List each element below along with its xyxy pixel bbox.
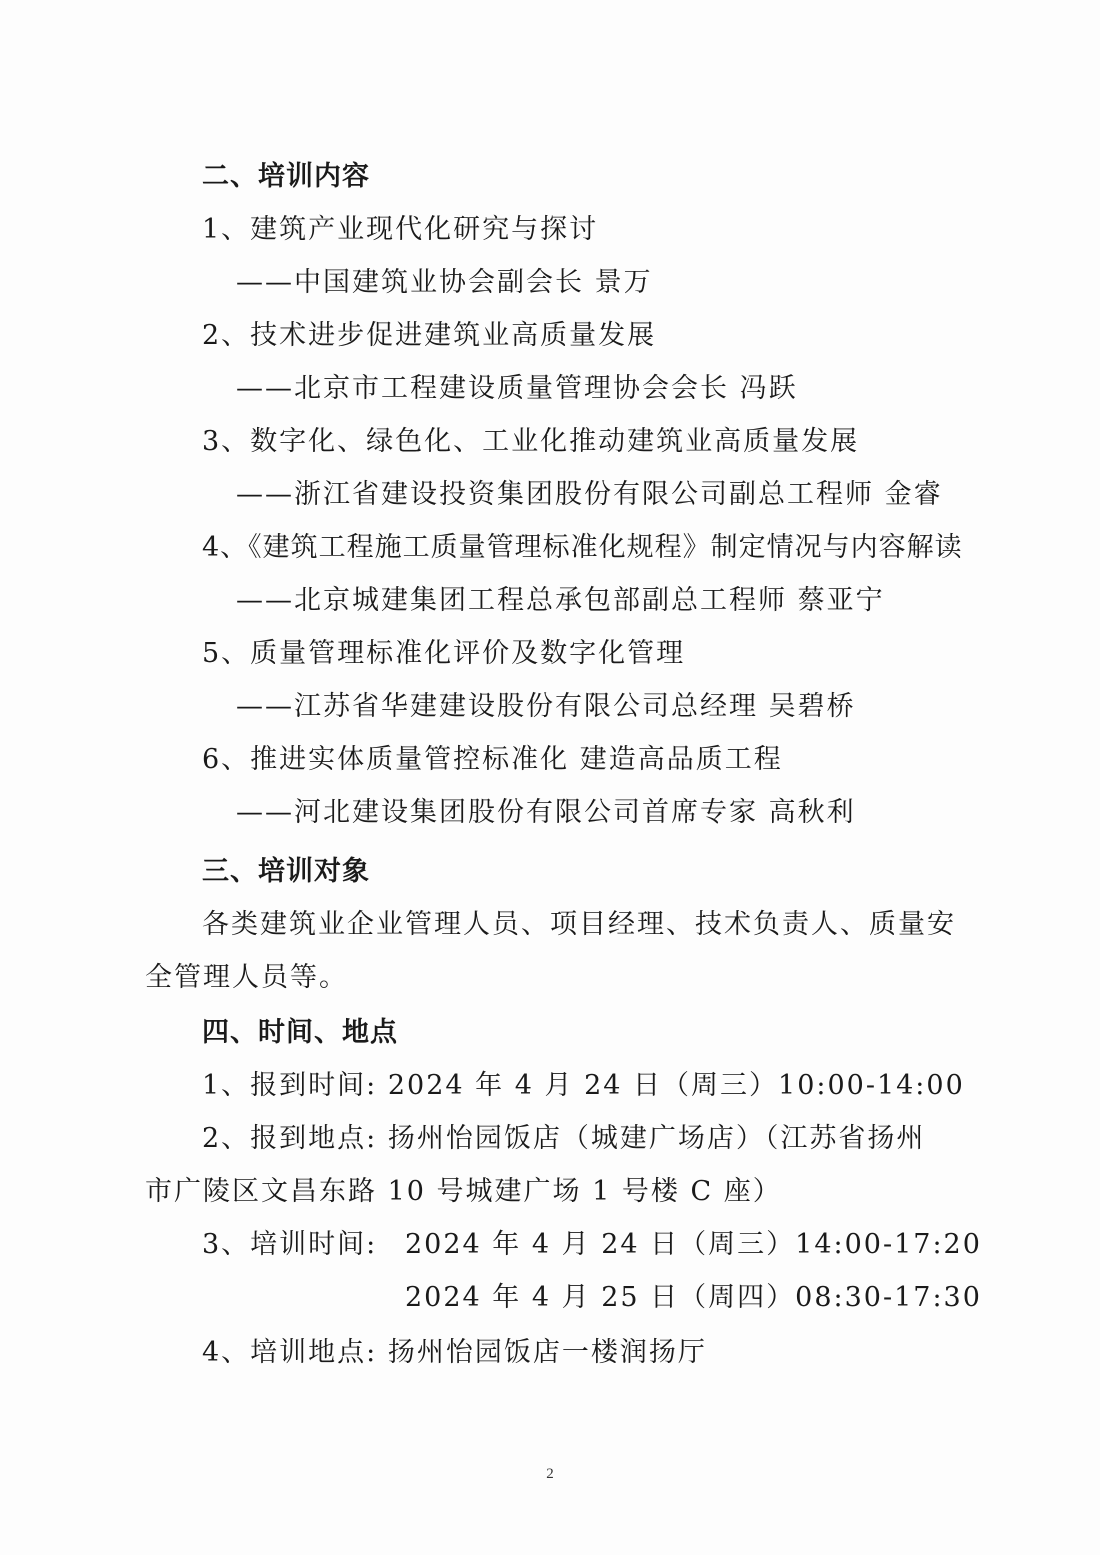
content-item-3-title: 3、数字化、绿色化、工业化推动建筑业高质量发展: [202, 426, 860, 457]
training-target-text-line2: 全管理人员等。: [145, 962, 348, 993]
training-time-label: 3、培训时间:: [202, 1229, 378, 1260]
section-heading-training-target: 三、培训对象: [202, 856, 370, 887]
report-time: 1、报到时间: 2024 年 4 月 24 日（周三）10:00-14:00: [202, 1070, 965, 1101]
report-place-line2: 市广陵区文昌东路 10 号城建广场 1 号楼 C 座）: [145, 1176, 782, 1207]
content-item-1-title: 1、建筑产业现代化研究与探讨: [202, 214, 599, 245]
content-item-2-speaker: ——北京市工程建设质量管理协会会长 冯跃: [236, 373, 798, 404]
content-item-5-speaker: ——江苏省华建建设股份有限公司总经理 吴碧桥: [236, 691, 856, 722]
content-item-2-title: 2、技术进步促进建筑业高质量发展: [202, 320, 657, 351]
content-item-6-title: 6、推进实体质量管控标准化 建造高品质工程: [202, 744, 783, 775]
section-heading-training-content: 二、培训内容: [202, 161, 370, 192]
training-place: 4、培训地点: 扬州怡园饭店一楼润扬厅: [202, 1337, 707, 1368]
content-item-6-speaker: ——河北建设集团股份有限公司首席专家 高秋利: [236, 797, 856, 828]
report-place-line1: 2、报到地点: 扬州怡园饭店（城建广场店）（江苏省扬州: [202, 1123, 926, 1154]
page-number: 2: [546, 1466, 554, 1482]
content-item-4-speaker: ——北京城建集团工程总承包部副总工程师 蔡亚宁: [236, 585, 885, 616]
content-item-3-speaker: ——浙江省建设投资集团股份有限公司副总工程师 金睿: [236, 479, 943, 510]
training-time-2: 2024 年 4 月 25 日（周四）08:30-17:30: [405, 1282, 982, 1313]
training-target-text-line1: 各类建筑业企业管理人员、项目经理、技术负责人、质量安: [202, 909, 956, 940]
content-item-5-title: 5、质量管理标准化评价及数字化管理: [202, 638, 686, 669]
training-time-1: 2024 年 4 月 24 日（周三）14:00-17:20: [405, 1229, 982, 1260]
section-heading-time-place: 四、时间、地点: [202, 1017, 398, 1048]
content-item-4-title: 4、《建筑工程施工质量管理标准化规程》制定情况与内容解读: [202, 532, 963, 563]
content-item-1-speaker: ——中国建筑业协会副会长 景万: [236, 267, 653, 298]
